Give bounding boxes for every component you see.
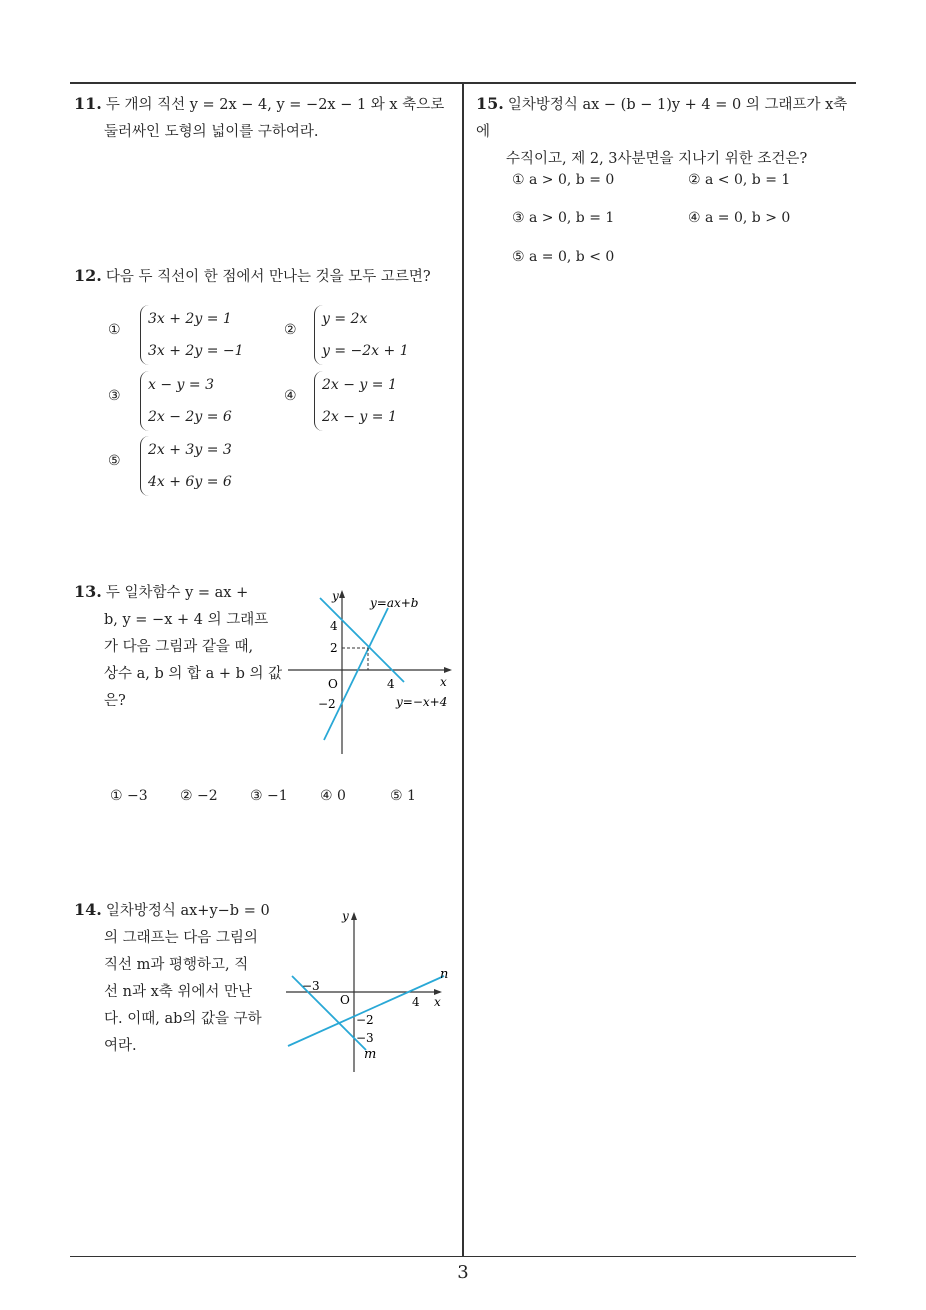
question-text-line: 선 n과 x축 위에서 만난	[104, 984, 253, 1000]
q13-option-3[interactable]: ③ −1	[250, 788, 288, 804]
equation-1: 3x + 2y = 1	[148, 311, 232, 327]
equation-1: 2x − y = 1	[322, 377, 397, 393]
label-m: m	[364, 1047, 377, 1062]
question-text-cont: 수직이고, 제 2, 3사분면을 지나기 위한 조건은?	[506, 151, 808, 167]
question-text-line: 상수 a, b 의 합 a + b 의 값	[104, 666, 283, 682]
origin-label: O	[328, 677, 338, 691]
option-label: ③	[108, 388, 121, 404]
y-axis-label: y	[342, 909, 349, 923]
q13-option-4[interactable]: ④ 0	[320, 788, 346, 804]
q15-option-1[interactable]: ① a > 0, b = 0	[512, 172, 615, 188]
y-axis-label: y	[332, 589, 339, 603]
q15-option-3[interactable]: ③ a > 0, b = 1	[512, 210, 615, 226]
y-axis-arrow	[339, 590, 345, 598]
question-text: 다음 두 직선이 한 점에서 만나는 것을 모두 고르면?	[105, 269, 431, 285]
question-text-line: 은?	[104, 693, 126, 709]
tick-x-4: 4	[387, 677, 395, 691]
equation-2: 3x + 2y = −1	[148, 343, 244, 359]
q15-option-2[interactable]: ② a < 0, b = 1	[688, 172, 791, 188]
tick-y-4: 4	[330, 619, 338, 633]
question-number: 12.	[74, 266, 102, 285]
page-number: 3	[457, 1262, 469, 1283]
label-ax-plus-b: y=ax+b	[370, 596, 419, 610]
bottom-rule	[70, 1256, 856, 1257]
question-text-line: 가 다음 그림과 같을 때,	[104, 639, 254, 655]
question-11	[74, 90, 459, 146]
q14-graph	[282, 902, 462, 1082]
tick-y-neg3: −3	[356, 1031, 374, 1045]
equation-1: y = 2x	[322, 311, 368, 327]
option-label: ①	[108, 322, 121, 338]
question-text-line: 다. 이때, ab의 값을 구하	[104, 1011, 262, 1027]
equation-2: 2x − 2y = 6	[148, 409, 232, 425]
equation-2: 2x − y = 1	[322, 409, 397, 425]
equation-2: 4x + 6y = 6	[148, 474, 232, 490]
tick-y-neg2: −2	[356, 1013, 374, 1027]
question-text: 일차방정식 ax − (b − 1)y + 4 = 0 의 그래프가 x축에	[476, 97, 848, 140]
tick-x-neg3: −3	[302, 979, 320, 993]
q13-option-2[interactable]: ② −2	[180, 788, 218, 804]
question-text-line: b, y = −x + 4 의 그래프	[104, 612, 269, 628]
q15-option-4[interactable]: ④ a = 0, b > 0	[688, 210, 791, 226]
y-axis-arrow	[351, 912, 357, 920]
q15-option-5[interactable]: ⑤ a = 0, b < 0	[512, 249, 615, 265]
question-12	[74, 262, 459, 291]
label-n: n	[440, 967, 449, 982]
q13-option-5[interactable]: ⑤ 1	[390, 788, 416, 804]
origin-label: O	[340, 993, 350, 1007]
question-text-line: 두 일차함수 y = ax +	[105, 585, 249, 601]
option-label: ⑤	[108, 453, 121, 469]
option-label: ④	[284, 388, 297, 404]
question-number: 15.	[476, 94, 504, 113]
equation-2: y = −2x + 1	[322, 343, 409, 359]
q13-option-1[interactable]: ① −3	[110, 788, 148, 804]
question-number: 13.	[74, 582, 102, 601]
q13-graph	[284, 582, 464, 762]
question-text-line: 직선 m과 평행하고, 직	[104, 957, 249, 973]
x-axis-arrow	[444, 667, 452, 673]
question-text-line: 의 그래프는 다음 그림의	[104, 930, 258, 946]
x-axis-label: x	[434, 995, 441, 1009]
option-label: ②	[284, 322, 297, 338]
equation-1: x − y = 3	[148, 377, 214, 393]
tick-y-2: 2	[330, 641, 338, 655]
question-text: 두 개의 직선 y = 2x − 4, y = −2x − 1 와 x 축으로	[105, 97, 445, 113]
question-14	[74, 896, 279, 1060]
label-neg-x-plus-4: y=−x+4	[396, 695, 448, 709]
equation-1: 2x + 3y = 3	[148, 442, 232, 458]
question-number: 14.	[74, 900, 102, 919]
question-text-cont: 둘러싸인 도형의 넓이를 구하여라.	[104, 124, 319, 140]
question-text-line: 일차방정식 ax+y−b = 0	[105, 903, 270, 919]
question-15	[476, 90, 861, 173]
question-13	[74, 578, 284, 715]
x-axis-label: x	[440, 675, 447, 689]
tick-x-4: 4	[412, 995, 420, 1009]
question-text-line: 여라.	[104, 1038, 137, 1054]
tick-y-neg2: −2	[318, 697, 336, 711]
question-number: 11.	[74, 94, 102, 113]
